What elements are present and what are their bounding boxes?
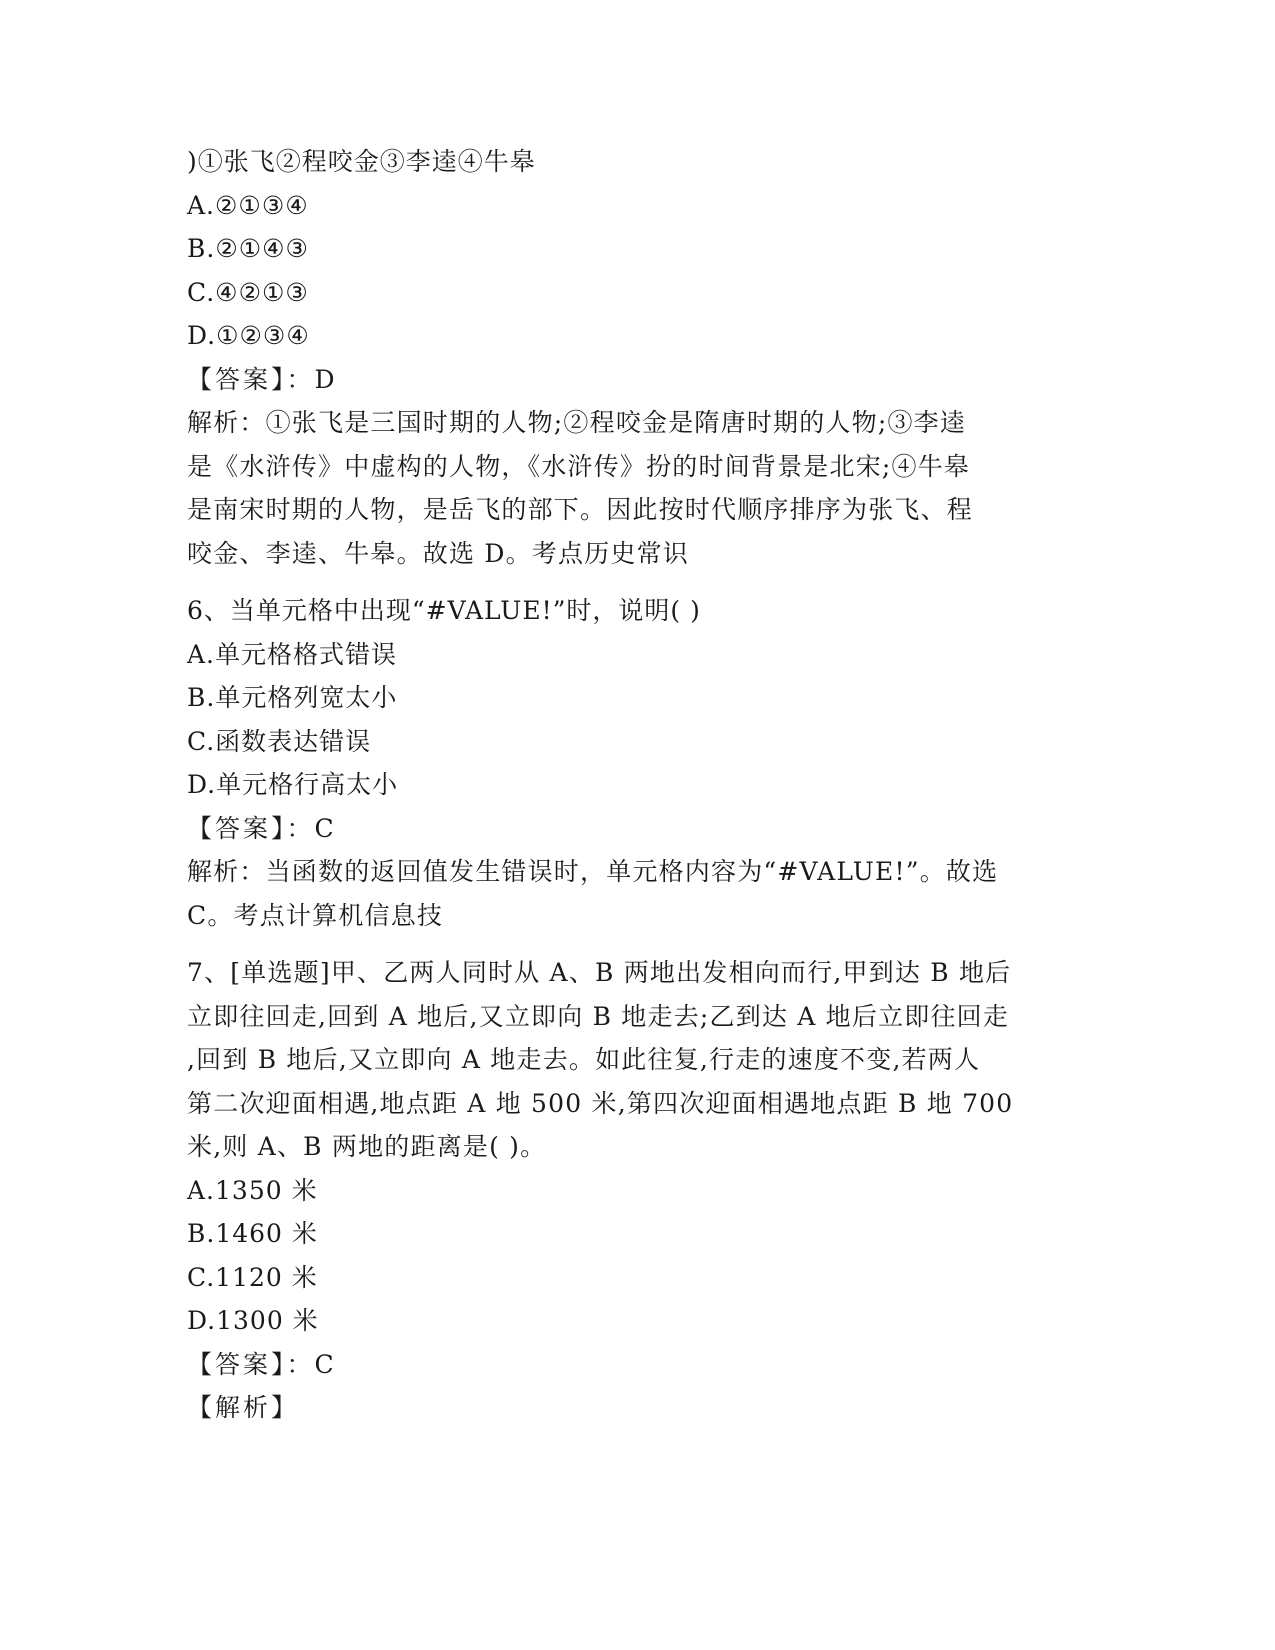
stem-line: 7、[单选题]甲、乙两人同时从 A、B 两地出发相向而行,甲到达 B 地后 <box>187 958 1012 987</box>
stem-line: 立即往回走,回到 A 地后,又立即向 B 地走去;乙到达 A 地后立即往回走 <box>187 1001 1010 1031</box>
question-7-option-a: A.1350 米 <box>187 1175 318 1205</box>
stem-line: ,回到 B 地后,又立即向 A 地走去。如此往复,行走的速度不变,若两人 <box>187 1045 981 1074</box>
question-5-answer: 【答案】：D <box>187 364 338 394</box>
analysis-line: C。考点计算机信息技 <box>187 900 444 930</box>
question-5-option-c: C.④②①③ <box>187 277 309 307</box>
analysis-line: 咬金、李逵、牛皋。故选 D。考点历史常识 <box>187 538 689 568</box>
question-5-analysis <box>187 401 1087 575</box>
question-6-stem: 6、当单元格中出现“#VALUE!”时，说明( ) <box>187 596 701 625</box>
question-7-option-d: D.1300 米 <box>187 1306 319 1335</box>
question-5-stem: )①张飞②程咬金③李逵④牛皋 <box>187 147 536 176</box>
question-6-analysis <box>187 850 1087 937</box>
question-5-option-b: B.②①④③ <box>187 234 309 263</box>
analysis-line: 是南宋时期的人物，是岳飞的部下。因此按时代顺序排序为张飞、程 <box>187 495 974 524</box>
question-5 <box>187 140 1087 575</box>
question-5-option-d: D.①②③④ <box>187 321 310 350</box>
analysis-line: 解析：当函数的返回值发生错误时，单元格内容为“#VALUE!”。故选 <box>187 857 999 886</box>
analysis-line: 是《水浒传》中虚构的人物，《水浒传》扮的时间背景是北宋;④牛皋 <box>187 451 971 481</box>
question-7 <box>187 951 1087 1430</box>
document-page <box>187 140 1087 1430</box>
stem-line: 第二次迎面相遇,地点距 A 地 500 米,第四次迎面相遇地点距 B 地 700 <box>187 1088 1014 1118</box>
question-7-option-b: B.1460 米 <box>187 1219 318 1248</box>
stem-line: 米,则 A、B 两地的距离是( )。 <box>187 1132 547 1161</box>
question-6-option-a: A.单元格格式错误 <box>187 639 398 669</box>
question-7-stem <box>187 951 1087 1169</box>
question-5-option-a: A.②①③④ <box>187 190 309 220</box>
question-7-analysis-label: 【解析】 <box>187 1393 300 1422</box>
analysis-line: 解析：①张飞是三国时期的人物;②程咬金是隋唐时期的人物;③李逵 <box>187 408 967 437</box>
question-6-option-c: C.函数表达错误 <box>187 726 372 756</box>
question-6-answer: 【答案】：C <box>187 813 337 843</box>
question-6-option-b: B.单元格列宽太小 <box>187 683 398 712</box>
question-7-answer: 【答案】：C <box>187 1349 337 1379</box>
question-6 <box>187 589 1087 937</box>
question-7-option-c: C.1120 米 <box>187 1262 318 1292</box>
question-6-option-d: D.单元格行高太小 <box>187 770 399 799</box>
